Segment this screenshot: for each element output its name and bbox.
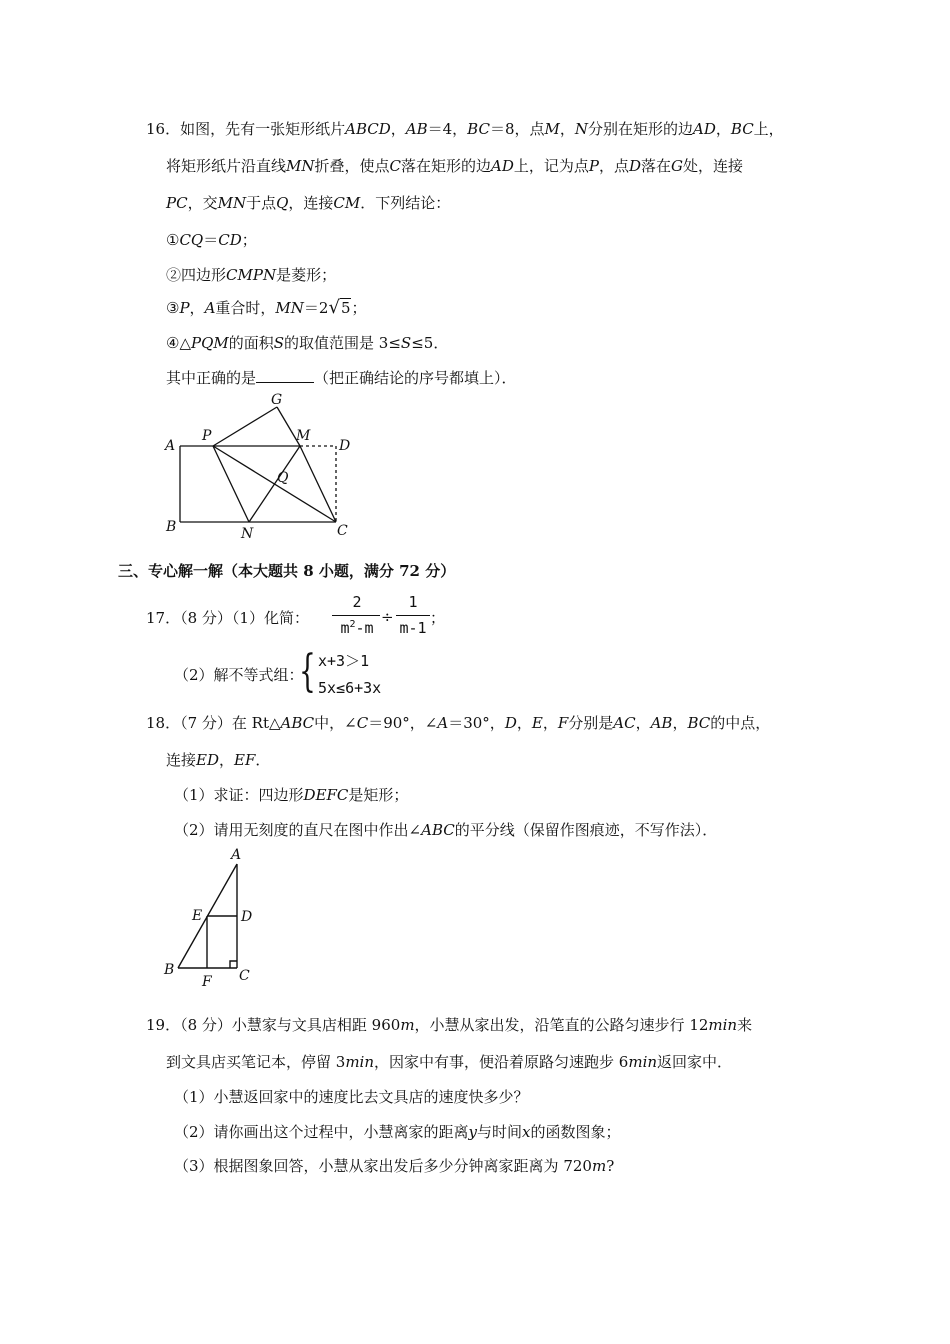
label-F: F bbox=[202, 974, 212, 990]
q16-conclusion-3: ③P，A重合时，MN＝2√5； bbox=[166, 297, 367, 318]
label-M: M bbox=[296, 428, 311, 444]
edge-MN bbox=[249, 446, 300, 522]
q16-question: 其中正确的是 （把正确结论的序号都填上）． bbox=[166, 369, 517, 387]
fraction-1-numerator: 2 bbox=[352, 593, 362, 611]
label-B: B bbox=[164, 962, 175, 978]
fraction-1-denominator: $m^2-m$ bbox=[340, 619, 374, 637]
sqrt-sign: √ bbox=[328, 297, 340, 318]
brace-icon: { bbox=[299, 646, 316, 697]
q18-figure bbox=[160, 842, 270, 992]
q19-part1: （1）小慧返回家中的速度比去文具店的速度快多少？ bbox=[174, 1088, 529, 1106]
right-angle-mark bbox=[230, 961, 237, 968]
label-N: N bbox=[241, 526, 254, 542]
q17-part1-label: 17．（8 分）（1）化简： bbox=[146, 609, 309, 627]
q17-end: ； bbox=[430, 609, 446, 627]
q18-line2: 连接ED，EF． bbox=[166, 751, 271, 769]
q16-conclusion-1: ①CQ＝CD； bbox=[166, 231, 257, 249]
q16-line2: 将矩形纸片沿直线MN折叠，使点C落在矩形的边AD上，记为点P，点D落在G处，连接 bbox=[166, 157, 744, 175]
label-P: P bbox=[202, 428, 212, 444]
label-B: B bbox=[166, 519, 177, 535]
label-D: D bbox=[339, 438, 351, 454]
q16-figure bbox=[160, 390, 360, 542]
inequality-1: x+3＞1 bbox=[318, 652, 370, 670]
divide-sign: ÷ bbox=[381, 608, 394, 626]
q16-line1: 16．如图，先有一张矩形纸片ABCD，AB＝4，BC＝8，点M，N分别在矩形的边AD，BC上， bbox=[146, 120, 784, 138]
q18-part2: （2）请用无刻度的直尺在图中作出∠ABC的平分线（保留作图痕迹，不写作法）． bbox=[174, 821, 718, 839]
label-C: C bbox=[239, 968, 250, 984]
q17-part2-label: （2）解不等式组： bbox=[174, 666, 304, 684]
fraction-2-denominator: m-1 bbox=[399, 619, 427, 637]
label-G: G bbox=[271, 392, 283, 408]
q16-line3: PC，交MN于点Q，连接CM．下列结论： bbox=[166, 194, 451, 212]
q19-line2: 到文具店买笔记本，停留 3min，因家中有事，便沿着原路匀速跑步 6min返回家中． bbox=[166, 1053, 733, 1071]
q16-conclusion-4: ④△PQM的面积S的取值范围是 3≤S≤5． bbox=[166, 334, 449, 352]
label-E: E bbox=[192, 908, 203, 924]
answer-blank[interactable] bbox=[256, 368, 314, 383]
label-C: C bbox=[337, 523, 348, 539]
fraction-2-bar bbox=[396, 615, 430, 616]
q16-conclusion-2: ②四边形CMPN是菱形； bbox=[166, 266, 337, 284]
label-A: A bbox=[231, 847, 242, 863]
q16-number: 16． bbox=[146, 120, 181, 138]
fraction-1-bar bbox=[332, 615, 380, 616]
section-3-title: 三、专心解一解（本大题共 8 小题，满分 72 分） bbox=[118, 562, 456, 580]
fraction-2-numerator: 1 bbox=[408, 593, 418, 611]
q18-part1: （1）求证：四边形DEFC是矩形； bbox=[174, 786, 409, 804]
inequality-2: 5x≤6+3x bbox=[318, 679, 382, 697]
q19-part3: （3）根据图象回答，小慧从家出发后多少分钟离家距离为 720m? bbox=[174, 1157, 615, 1175]
edge-PG bbox=[213, 407, 277, 446]
q19-line1: 19．（8 分）小慧家与文具店相距 960m，小慧从家出发，沿笔直的公路匀速步行 12min来 bbox=[146, 1016, 753, 1034]
q19-part2: （2）请你画出这个过程中，小慧离家的距离y与时间x的函数图象； bbox=[174, 1123, 621, 1141]
label-Q: Q bbox=[277, 470, 289, 486]
label-A: A bbox=[165, 438, 176, 454]
q18-line1: 18．（7 分）在 Rt△ABC中，∠C＝90°，∠A＝30°，D，E，F分别是AC，AB，BC的中点， bbox=[146, 714, 771, 732]
label-D: D bbox=[241, 909, 253, 925]
